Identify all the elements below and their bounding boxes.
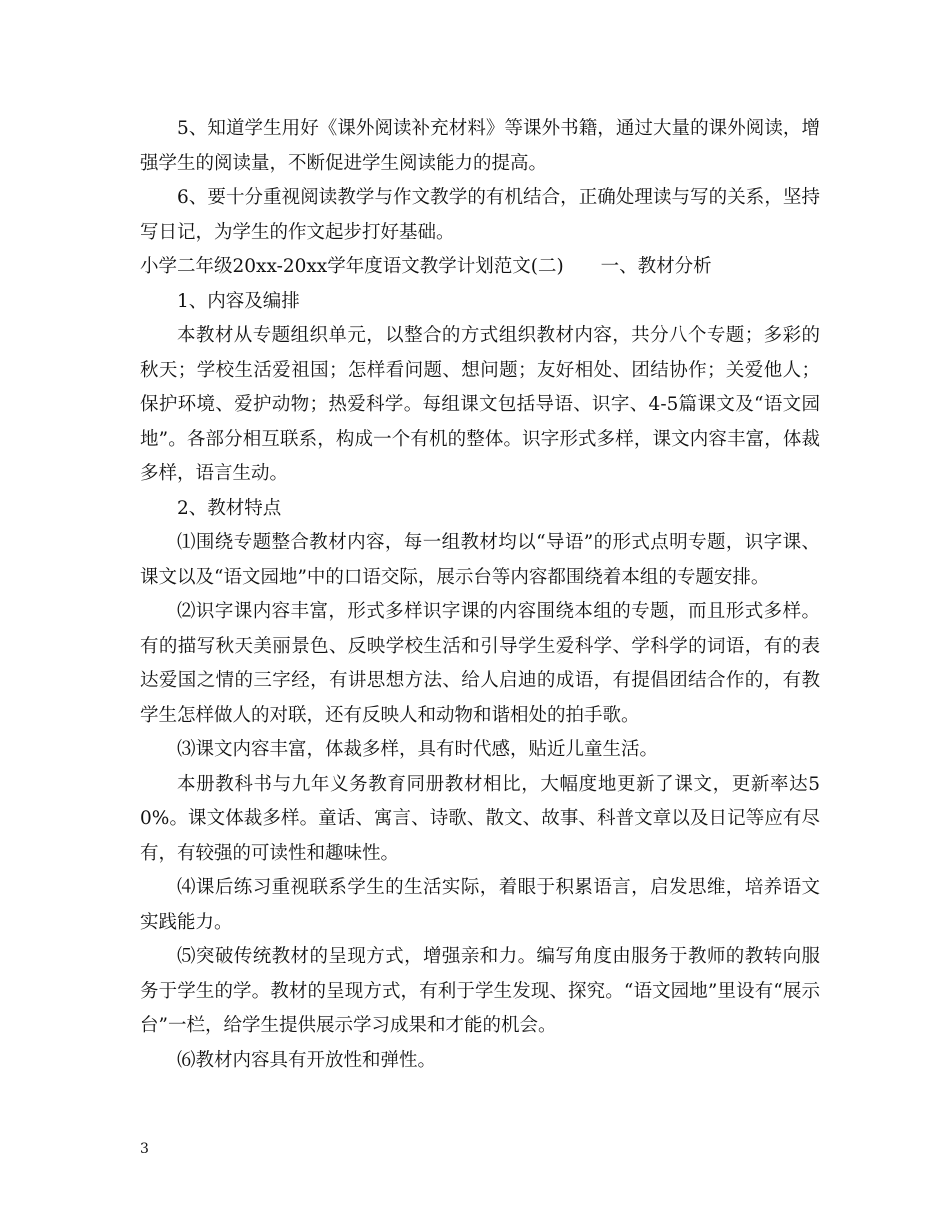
paragraph-feature-2: ⑵识字课内容丰富，形式多样识字课的内容围绕本组的专题，而且形式多样。有的描写秋天美丽景色、反映学校生活和引导学生爱科学、学科学的词语，有的表达爱国之情的三字经，有讲思想方法、给人启迪的成语，有提倡团结合作的，有教学生怎样做人的对联，还有反映人和动物和谐相处的拍手歌。: [140, 601, 820, 726]
paragraph-item-6: 6、要十分重视阅读教学与作文教学的有机结合，正确处理读与写的关系，坚持写日记，为学生的作文起步打好基础。: [140, 187, 820, 243]
paragraph-content-description: 本教材从专题组织单元，以整合的方式组织教材内容，共分八个专题；多彩的秋天；学校生活爱祖国；怎样看问题、想问题；友好相处、团结协作；关爱他人；保护环境、爱护动物；热爱科学。每组课文包括导语、识字、4-5篇课文及“语文园地”。各部分相互联系，构成一个有机的整体。识字形式多样，课文内容丰富，体裁多样，语言生动。: [140, 325, 820, 484]
subheading-textbook-features: 2、教材特点: [177, 497, 282, 519]
section-title: 小学二年级20xx-20xx学年度语文教学计划范文(二) 一、教材分析: [140, 256, 712, 277]
paragraph-update-rate: 本册教科书与九年义务教育同册教材相比，大幅度地更新了课文，更新率达50%。课文体裁多样。童话、寓言、诗歌、散文、故事、科普文章以及日记等应有尽有，有较强的可读性和趣味性。: [140, 773, 820, 864]
paragraph-feature-5: ⑸突破传统教材的呈现方式，增强亲和力。编写角度由服务于教师的教转向服务于学生的学。教材的呈现方式，有利于学生发现、探究。“语文园地”里设有“展示台”一栏，给学生提供展示学习成果和才能的机会。: [140, 946, 820, 1036]
paragraph-feature-1: ⑴围绕专题整合教材内容，每一组教材均以“导语”的形式点明专题，识字课、课文以及“语文园地”中的口语交际，展示台等内容都围绕着本组的专题安排。: [140, 532, 820, 588]
paragraph-feature-6: ⑹教材内容具有开放性和弹性。: [177, 1049, 437, 1071]
paragraph-feature-3: ⑶课文内容丰富，体裁多样，具有时代感，贴近儿童生活。: [177, 739, 659, 760]
page-number: 3: [140, 1141, 149, 1157]
paragraph-item-5: 5、知道学生用好《课外阅读补充材料》等课外书籍，通过大量的课外阅读，增强学生的阅读量，不断促进学生阅读能力的提高。: [140, 118, 820, 174]
paragraph-feature-4: ⑷课后练习重视联系学生的生活实际，着眼于积累语言，启发思维，培养语文实践能力。: [140, 877, 820, 933]
subheading-content-arrangement: 1、内容及编排: [177, 290, 300, 312]
document-body: [140, 112, 820, 1078]
